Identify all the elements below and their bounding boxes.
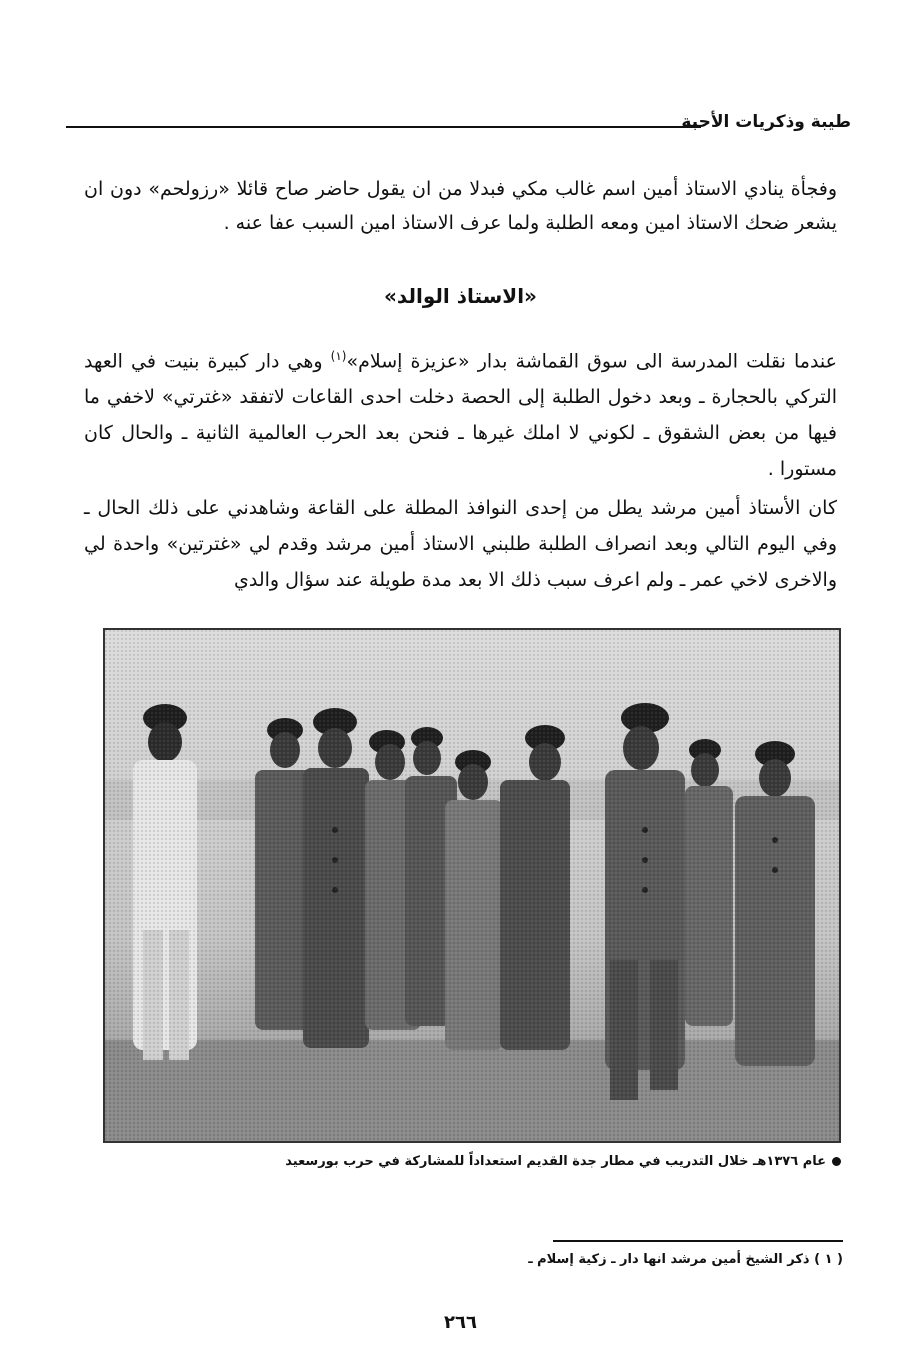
footnote: ( ١ ) ذكر الشيخ أمين مرشد انها دار ـ زكية إسلام ـ	[528, 1252, 843, 1267]
running-header-title: طيبة وذكريات الأحبة	[681, 112, 851, 132]
paragraph-2-end: وهي دار كبيرة بنيت في العهد التركي بالحجارة ـ وبعد دخول الطلبة إلى الحصة دخلت احدى القاعات لاتفقد «غترتي» لاخفي ما فيها من بعض الشقوق ـ لكوني لا املك غيرها ـ فنحن بعد الحرب العالمية الثانية ـ والحال كان مستورا .	[84, 350, 837, 481]
paragraph-1: وفجأة ينادي الاستاذ أمين اسم غالب مكي فبدلا من ان يقول حاضر صاح قائلا «رزولحم» دون ان يشعر ضحك الاستاذ امين ومعه الطلبة ولما عرف الاستاذ امين السبب عفا عنه .	[84, 178, 837, 234]
caption-bullet-icon	[832, 1157, 841, 1166]
page-number: ٢٦٦	[444, 1312, 477, 1333]
footnote-reference: (١)	[330, 349, 347, 363]
paragraph-2-start: عندما نقلت المدرسة الى سوق القماشة بدار «عزيزة إسلام»	[346, 350, 837, 373]
footnote-rule	[553, 1240, 843, 1242]
header-rule	[66, 126, 701, 128]
running-header	[66, 112, 851, 142]
group-photo-image	[105, 630, 839, 1141]
section-title: «الاستاذ الوالد»	[384, 284, 537, 308]
group-photo	[103, 628, 841, 1143]
paragraph-3: كان الأستاذ أمين مرشد يطل من إحدى النوافذ المطلة على القاعة وشاهدني على ذلك الحال ـ وفي اليوم التالي وبعد انصراف الطلبة طلبني الاستاذ أمين مرشد وقدم لي «غترتين» واحدة لي والاخرى لاخي عمر ـ ولم اعرف سبب ذلك الا بعد مدة طويلة عند سؤال والدي	[84, 497, 837, 591]
photo-caption	[80, 1154, 841, 1169]
paragraph-2	[84, 338, 837, 487]
photo-caption-text: عام ١٣٧٦هـ خلال التدريب في مطار جدة القديم استعداداً للمشاركة في حرب بورسعيد	[285, 1154, 826, 1169]
